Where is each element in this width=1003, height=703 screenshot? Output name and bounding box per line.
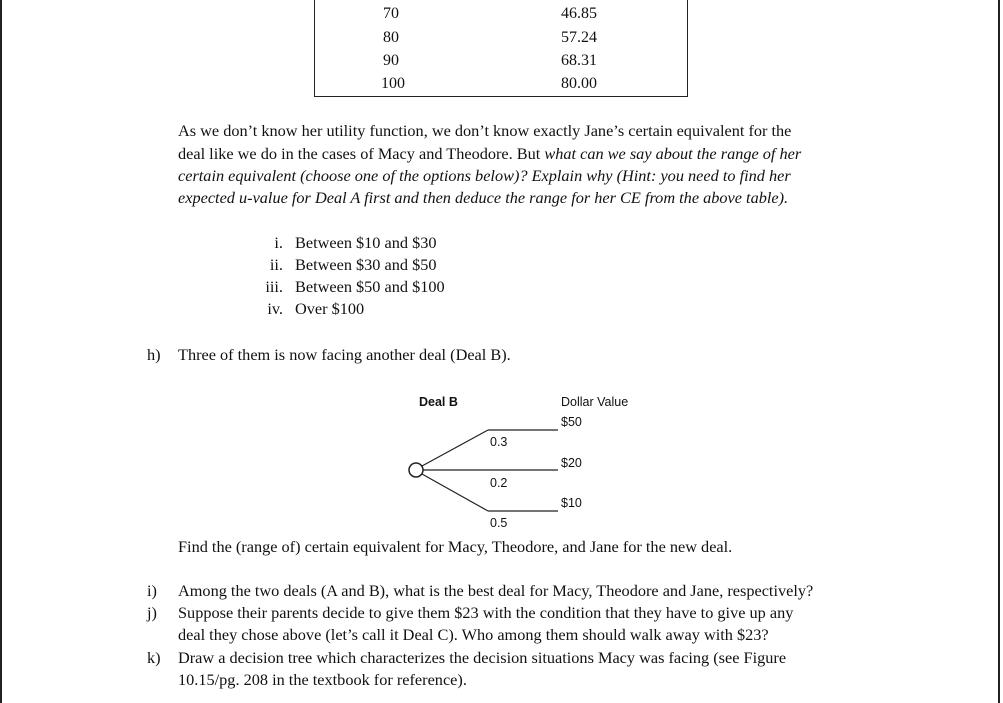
question-h-text: Three of them is now facing another deal (Deal B). — [178, 345, 511, 364]
option-number: i. — [274, 233, 283, 252]
question-label: i) — [147, 581, 157, 600]
chance-node-icon — [409, 463, 423, 477]
option-text: Between $30 and $50 — [295, 255, 437, 274]
table-cell-u: 68.31 — [561, 52, 597, 69]
option-number: iv. — [267, 299, 283, 318]
option-text: Between $50 and $100 — [295, 277, 445, 296]
table-cell-u: 46.85 — [561, 5, 597, 22]
question-label: j) — [147, 603, 157, 622]
branch-probability: 0.5 — [490, 516, 508, 530]
branch-value: $50 — [561, 415, 582, 429]
paragraph-line-1: As we don’t know her utility function, we don’t know exactly Jane’s certain equivalent for the — [178, 121, 792, 140]
paragraph-line-3: certain equivalent (choose one of the options below)? Explain why (Hint: you need to find her — [178, 166, 791, 185]
paragraph-line-4: expected u-value for Deal A first and then deduce the range for her CE from the above table). — [178, 188, 789, 207]
question-h-label: h) — [147, 345, 161, 364]
branch-value: $20 — [561, 456, 582, 470]
question-line: 10.15/pg. 208 in the textbook for reference). — [178, 670, 467, 689]
option-number: iii. — [265, 277, 283, 296]
option-text: Over $100 — [295, 299, 365, 318]
table-cell-x: 80 — [383, 29, 399, 46]
branch-line-3 — [422, 474, 488, 511]
table-cell-x: 100 — [381, 75, 405, 92]
paragraph-line-2-plain: deal like we do in the cases of Macy and Theodore. But — [178, 144, 545, 163]
question-line: Draw a decision tree which characterizes the decision situations Macy was facing (see Figure — [178, 648, 787, 667]
branch-value: $10 — [561, 496, 582, 510]
question-line: deal they chose above (let’s call it Deal C). Who among them should walk away with $23? — [178, 625, 769, 644]
deal-b-title: Deal B — [419, 395, 458, 409]
question-line: Suppose their parents decide to give them $23 with the condition that they have to give up any — [178, 603, 794, 622]
question-line: Among the two deals (A and B), what is the best deal for Macy, Theodore and Jane, respectively? — [178, 581, 814, 600]
option-number: ii. — [269, 255, 283, 274]
branch-line-1 — [422, 430, 488, 466]
table-cell-u: 80.00 — [561, 75, 597, 92]
dollar-value-header: Dollar Value — [561, 395, 629, 409]
paragraph-line-2-italic: what can we say about the range of her — [544, 144, 802, 163]
option-text: Between $10 and $30 — [295, 233, 437, 252]
table-cell-x: 70 — [383, 5, 399, 22]
question-h-followup: Find the (range of) certain equivalent for Macy, Theodore, and Jane for the new deal. — [178, 537, 733, 556]
table-cell-x: 90 — [383, 52, 399, 69]
question-label: k) — [147, 648, 161, 667]
table-cell-u: 57.24 — [561, 29, 597, 46]
branch-probability: 0.3 — [490, 435, 508, 449]
branch-probability: 0.2 — [490, 476, 508, 490]
